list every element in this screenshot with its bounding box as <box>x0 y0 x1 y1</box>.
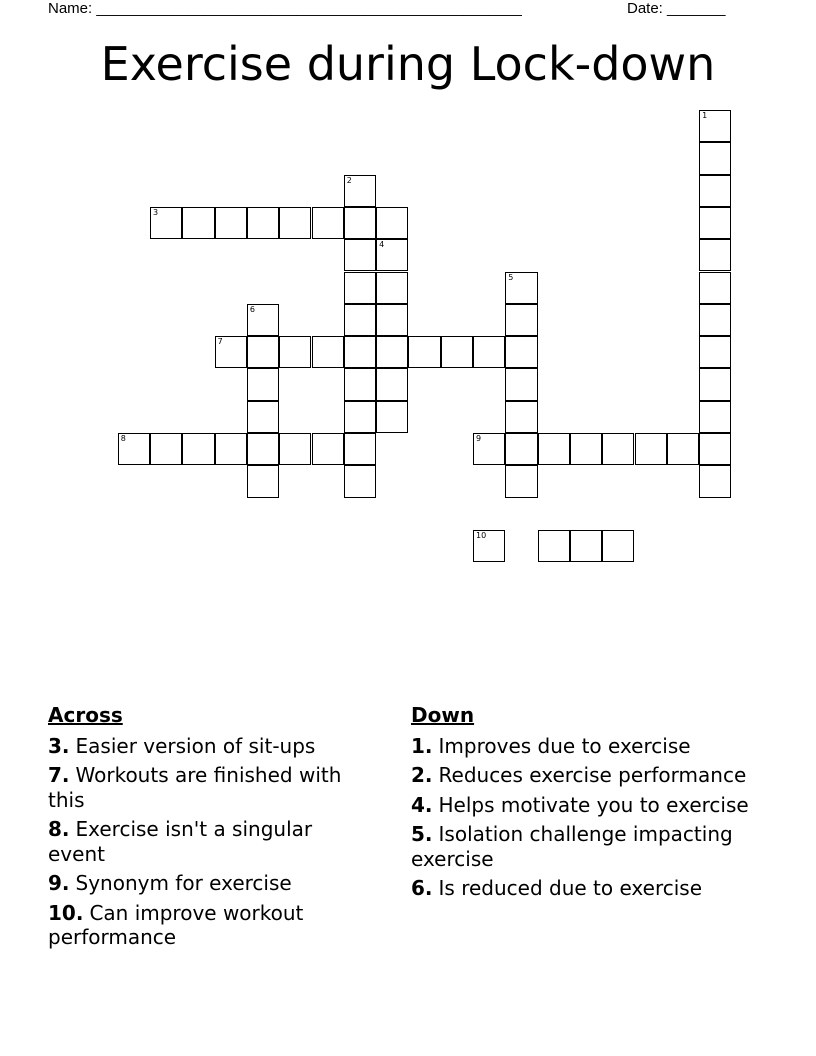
crossword-cell[interactable] <box>699 142 731 174</box>
crossword-cell[interactable] <box>667 433 699 465</box>
crossword-cell[interactable] <box>279 433 311 465</box>
crossword-cell[interactable] <box>182 207 214 239</box>
crossword-cell[interactable] <box>473 530 505 562</box>
crossword-cell[interactable] <box>602 433 634 465</box>
crossword-cell[interactable] <box>505 336 537 368</box>
crossword-cell[interactable] <box>602 530 634 562</box>
crossword-cell[interactable] <box>344 175 376 207</box>
down-clue <box>411 734 751 759</box>
clue-text: Easier version of sit-ups <box>75 733 316 758</box>
cell-number: 6 <box>249 304 255 314</box>
across-clue <box>48 871 368 896</box>
clue-number: 10. <box>48 900 84 925</box>
clue-text: Synonym for exercise <box>75 871 292 895</box>
clue-number: 7. <box>48 763 70 787</box>
crossword-cell[interactable] <box>538 433 570 465</box>
crossword-cell[interactable] <box>215 433 247 465</box>
crossword-cell[interactable] <box>441 336 473 368</box>
cell-number: 3 <box>153 207 159 217</box>
down-clue <box>411 763 751 788</box>
clue-text: Isolation challenge impacting exercise <box>411 822 733 871</box>
crossword-cell[interactable] <box>247 368 279 400</box>
down-clues <box>411 703 751 906</box>
crossword-cell[interactable] <box>215 207 247 239</box>
crossword-cell[interactable] <box>699 336 731 368</box>
crossword-cell[interactable] <box>505 304 537 336</box>
down-clue <box>411 822 751 871</box>
crossword-cell[interactable] <box>215 336 247 368</box>
clue-text: Helps motivate you to exercise <box>438 792 749 817</box>
crossword-cell[interactable] <box>344 272 376 304</box>
across-heading: Across <box>48 703 123 727</box>
crossword-cell[interactable] <box>505 401 537 433</box>
crossword-cell[interactable] <box>635 433 667 465</box>
crossword-cell[interactable] <box>699 239 731 271</box>
crossword-cell[interactable] <box>505 465 537 497</box>
crossword-cell[interactable] <box>376 401 408 433</box>
crossword-cell[interactable] <box>344 207 376 239</box>
crossword-cell[interactable] <box>344 239 376 271</box>
clue-number: 1. <box>411 733 433 758</box>
crossword-cell[interactable] <box>699 304 731 336</box>
date-field-label: Date: _______ <box>627 0 726 17</box>
cell-number: 9 <box>476 434 482 443</box>
crossword-cell[interactable] <box>247 304 279 336</box>
crossword-cell[interactable] <box>699 110 731 142</box>
cell-number: 7 <box>217 337 223 347</box>
across-clues <box>48 703 368 955</box>
crossword-cell[interactable] <box>247 207 279 239</box>
crossword-cell[interactable] <box>279 336 311 368</box>
page-title: Exercise during Lock-down <box>100 37 716 91</box>
crossword-cell[interactable] <box>699 272 731 304</box>
crossword-cell[interactable] <box>247 465 279 497</box>
across-clue <box>48 734 368 759</box>
crossword-cell[interactable] <box>505 433 537 465</box>
crossword-cell[interactable] <box>699 207 731 239</box>
clue-number: 4. <box>411 792 433 817</box>
crossword-cell[interactable] <box>312 433 344 465</box>
clue-text: Can improve workout performance <box>48 900 304 949</box>
crossword-cell[interactable] <box>505 368 537 400</box>
crossword-cell[interactable] <box>376 304 408 336</box>
crossword-cell[interactable] <box>118 433 150 465</box>
crossword-cell[interactable] <box>699 465 731 497</box>
clue-number: 6. <box>411 876 433 900</box>
crossword-cell[interactable] <box>247 336 279 368</box>
crossword-cell[interactable] <box>473 336 505 368</box>
crossword-cell[interactable] <box>408 336 440 368</box>
crossword-cell[interactable] <box>344 465 376 497</box>
cell-number: 10 <box>476 530 487 540</box>
crossword-cell[interactable] <box>699 433 731 465</box>
clue-number: 9. <box>48 871 70 895</box>
crossword-cell[interactable] <box>699 401 731 433</box>
crossword-cell[interactable] <box>150 207 182 239</box>
crossword-cell[interactable] <box>570 433 602 465</box>
crossword-cell[interactable] <box>505 272 537 304</box>
down-clue <box>411 876 751 901</box>
crossword-cell[interactable] <box>376 336 408 368</box>
crossword-cell[interactable] <box>473 433 505 465</box>
down-heading: Down <box>411 703 475 727</box>
cell-number: 5 <box>508 272 514 282</box>
across-clue <box>48 763 368 812</box>
crossword-cell[interactable] <box>538 530 570 562</box>
crossword-cell[interactable] <box>376 368 408 400</box>
crossword-cell[interactable] <box>247 401 279 433</box>
crossword-cell[interactable] <box>344 336 376 368</box>
crossword-cell[interactable] <box>312 207 344 239</box>
clue-text: Workouts are finished with this <box>48 763 342 812</box>
clue-text: Improves due to exercise <box>438 733 691 758</box>
crossword-cell[interactable] <box>247 433 279 465</box>
crossword-cell[interactable] <box>699 368 731 400</box>
down-clue <box>411 793 751 818</box>
clue-text: Is reduced due to exercise <box>438 876 703 900</box>
name-field-label: Name: ___________________________________________________ <box>48 0 522 17</box>
cell-number: 8 <box>120 434 126 443</box>
crossword-cell[interactable] <box>182 433 214 465</box>
crossword-cell[interactable] <box>376 207 408 239</box>
clue-number: 5. <box>411 822 433 846</box>
crossword-cell[interactable] <box>344 304 376 336</box>
cell-number: 4 <box>379 240 385 250</box>
crossword-cell[interactable] <box>150 433 182 465</box>
crossword-cell[interactable] <box>699 175 731 207</box>
crossword-cell[interactable] <box>344 433 376 465</box>
crossword-cell[interactable] <box>376 239 408 271</box>
clue-number: 3. <box>48 733 70 758</box>
cell-number: 2 <box>346 175 352 185</box>
across-clue <box>48 901 368 950</box>
clue-text: Exercise isn't a singular event <box>48 817 313 866</box>
crossword-cell[interactable] <box>344 368 376 400</box>
crossword-cell[interactable] <box>376 272 408 304</box>
cell-number: 1 <box>702 111 708 120</box>
clue-number: 2. <box>411 763 433 787</box>
crossword-cell[interactable] <box>570 530 602 562</box>
clue-text: Reduces exercise performance <box>438 763 747 787</box>
clue-number: 8. <box>48 817 70 841</box>
crossword-cell[interactable] <box>279 207 311 239</box>
across-clue <box>48 817 368 866</box>
crossword-cell[interactable] <box>344 401 376 433</box>
crossword-cell[interactable] <box>312 336 344 368</box>
